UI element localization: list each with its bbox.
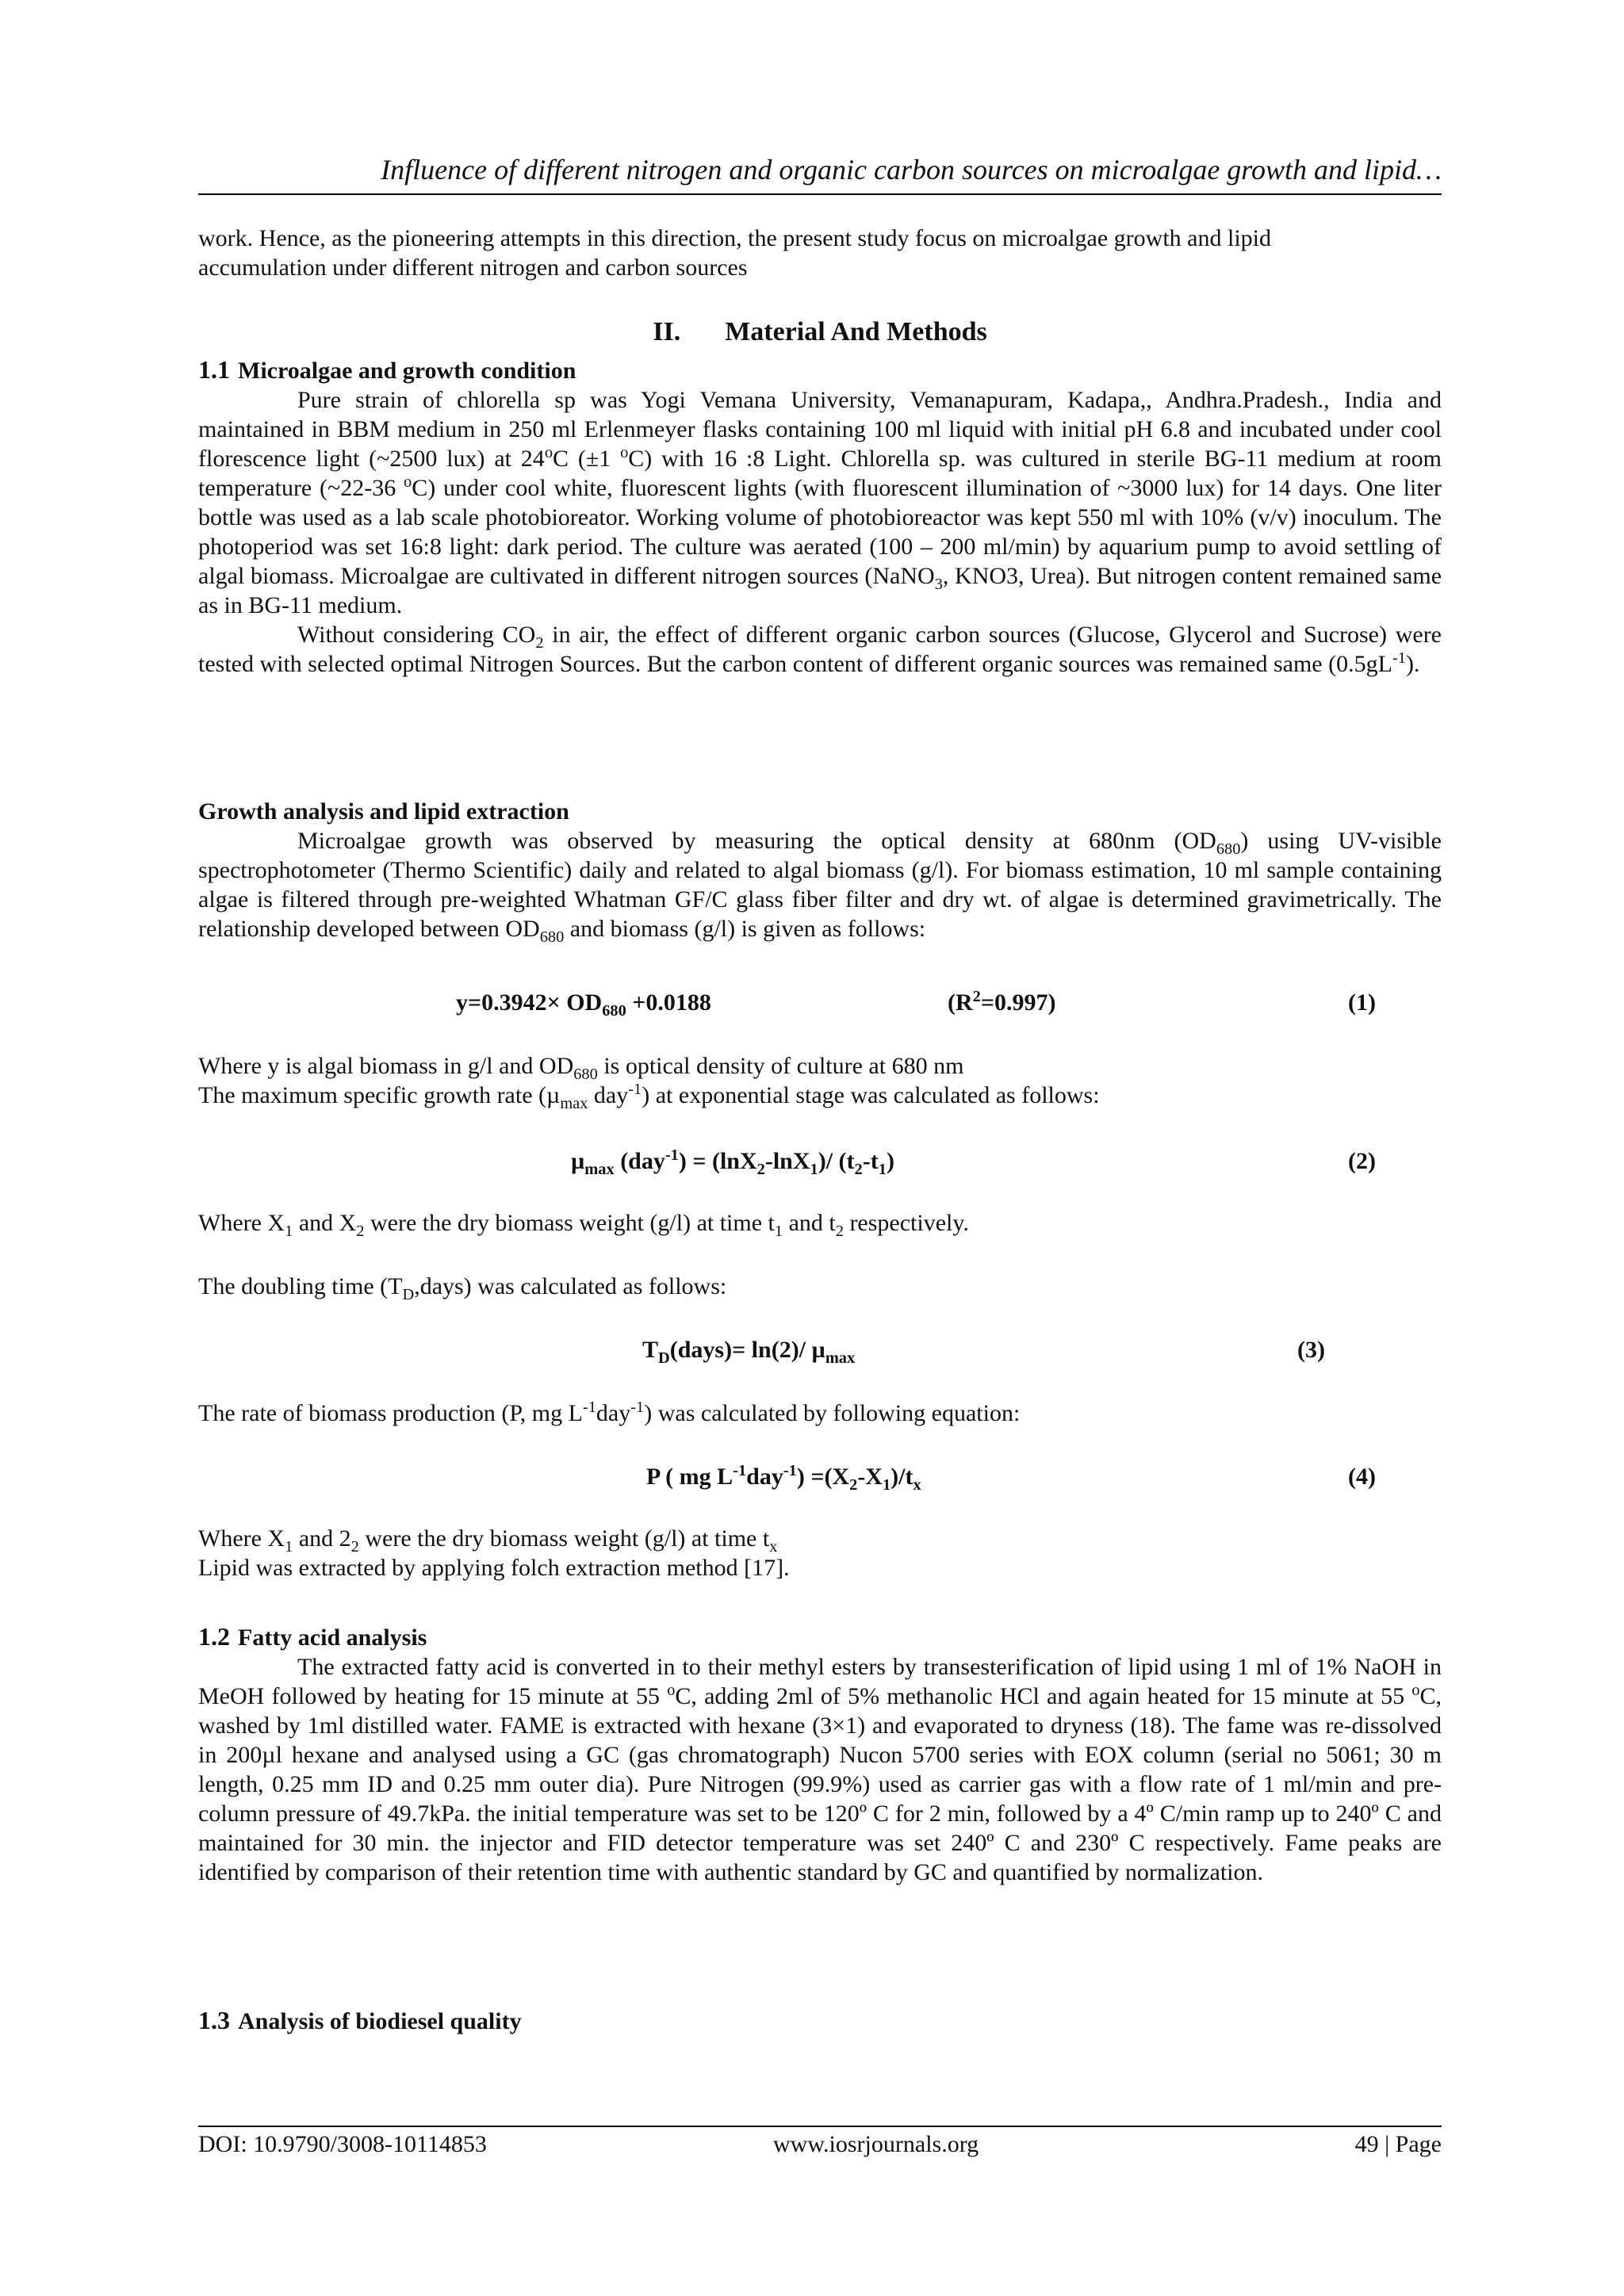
rate-line bbox=[198, 1399, 1442, 1428]
paragraph: The extracted fatty acid is converted in to their methyl esters by transesterification of lipid using 1 ml of 1% NaOH in MeOH followed by heating for 15 minute at 55 $^o$C, adding 2ml of 5% methanolic HCl and again heated for 15 minute at 55 $^o$C, washed by 1ml distilled water. FAME is extracted with hexane (3×1) and evaporated to dryness (18). The fame was re-dissolved in 200µl hexane and analysed using a GC (gas chromatograph) Nucon 5700 series with EOX column (serial no 5061; 30 m length, 0.25 mm ID and 0.25 mm outer dia). Pure Nitrogen (99.9%) used as carrier gas with a flow rate of 1 ml/min and pre-column pressure of 49.7kPa. the initial temperature was set to be 120º C for 2 min, followed by a 4º C/min ramp up to 240º C and maintained for 30 min. the injector and FID detector temperature was set 240º C and 230º C respectively. Fame peaks are identified by comparison of their retention time with authentic standard by GC and quantified by normalization. bbox=[198, 1654, 1442, 1885]
subsection-heading bbox=[198, 355, 1442, 385]
subsection-number: 1.2 bbox=[198, 1622, 230, 1651]
doubling-line bbox=[198, 1272, 1442, 1301]
subsection-heading: Growth analysis and lipid extraction bbox=[198, 798, 569, 825]
text-line: Where y is algal biomass in g/l and $OD_{680}$ is optical density of culture at 680 nm bbox=[198, 1053, 964, 1083]
equation-number: (4) bbox=[1348, 1464, 1376, 1490]
text-line: The maximum specific growth rate (µ$_{max}$ day$^{-1}$) at exponential stage was calculated as follows: bbox=[198, 1081, 1100, 1112]
intro-line: accumulation under different nitrogen and carbon sources bbox=[198, 254, 748, 281]
paragraph: Without considering $CO_2$ in air, the effect of different organic carbon sources (Glucose, Glycerol and Sucrose) were tested with selected optimal Nitrogen Sources. But the carbon content of different organic sources was remained same $(0.5gL^{-1})$. bbox=[198, 622, 1442, 677]
where-lines bbox=[198, 1524, 1442, 1582]
text-line: The rate of biomass production (P, mg $L^{-1}day^{-1}$) was calculated by following equation: bbox=[198, 1399, 1021, 1426]
equation-number: (3) bbox=[1297, 1337, 1325, 1363]
subsection-1-3 bbox=[198, 2006, 1442, 2036]
page-number: 49 | Page bbox=[1354, 2131, 1442, 2157]
subsection-number: 1.1 bbox=[198, 355, 230, 384]
website: www.iosrjournals.org bbox=[773, 2131, 979, 2157]
equation-1: $y=0.3942\times OD_{680} +0.0188$ bbox=[456, 989, 711, 1020]
equation-3: $T_D(days)= \ln(2)/$ µ$_{max}$ bbox=[642, 1337, 856, 1367]
growth-section bbox=[198, 797, 1442, 946]
equation-1-r2: $(R^2=0.997)$ bbox=[948, 988, 1056, 1016]
equation-4: P ( mg $L^{-1}day^{-1}) =(X_2-X_1)/t_x$ bbox=[646, 1462, 921, 1494]
subsection-1-2 bbox=[198, 1622, 1442, 1887]
text-line: The doubling time $(T_D,days)$ was calculated as follows: bbox=[198, 1273, 727, 1303]
subsection-title: Analysis of biodiesel quality bbox=[238, 2008, 522, 2034]
text-line: Where $X_1$ and $2_2$ were the dry biomass weight (g/l) at time $t_x$ bbox=[198, 1525, 778, 1556]
paragraph: Microalgae growth was observed by measuring the optical density at 680nm $(OD_{680})$ using UV-visible spectrophotometer (Thermo Scientific) daily and related to algal biomass (g/l). For biomass estimation, 10 ml sample containing algae is filtered through pre-weighted Whatman GF/C glass fiber filter and dry wt. of algae is determined gravimetrically. The relationship developed between $OD_{680}$ and biomass (g/l) is given as follows: bbox=[198, 828, 1442, 946]
section-heading bbox=[198, 316, 1442, 349]
footer-rule bbox=[198, 2126, 1442, 2127]
subsection-1-1 bbox=[198, 355, 1442, 679]
running-head: Influence of different nitrogen and organic carbon sources on microalgae growth and lipid… bbox=[381, 154, 1442, 186]
section-title: Material And Methods bbox=[725, 317, 987, 346]
equation-2: µ$_{max}$ (day$^{-1}$) = (lnX$_2$-lnX$_1$)/ $(t_2-t_1)$ bbox=[571, 1146, 894, 1178]
intro-paragraph bbox=[198, 224, 1442, 282]
subsection-heading bbox=[198, 2006, 1442, 2036]
doi: DOI: 10.9790/3008-10114853 bbox=[198, 2131, 487, 2157]
subsection-heading bbox=[198, 1622, 1442, 1652]
text-line: Where $X_1$ and $X_2$ were the dry biomass weight (g/l) at time $t_1$ and $t_2$ respectively. bbox=[198, 1210, 969, 1240]
equation-number: (2) bbox=[1348, 1148, 1376, 1174]
subsection-number: 1.3 bbox=[198, 2006, 230, 2034]
equation-number: (1) bbox=[1348, 989, 1376, 1016]
subsection-title: Fatty acid analysis bbox=[238, 1624, 427, 1651]
header-rule bbox=[198, 193, 1442, 195]
section-number: II. bbox=[653, 317, 681, 346]
where-line bbox=[198, 1208, 1442, 1238]
paragraph: Pure strain of chlorella sp was Yogi Vemana University, Vemanapuram, Kadapa,, Andhra.Pradesh., India and maintained in BBM medium in 250 ml Erlenmeyer flasks containing 100 ml liquid with initial pH 6.8 and incubated under cool florescence light (~2500 lux) at 24$^o$C (±1 $^o$C) with 16 :8 Light. Chlorella sp. was cultured in sterile BG-11 medium at room temperature (~22-36 $^o$C) under cool white, fluorescent lights (with fluorescent illumination of ~3000 lux) for 14 days. One liter bottle was used as a lab scale photobioreator. Working volume of photobioreactor was kept 550 ml with 10% (v/v) inoculum. The photoperiod was set 16:8 light: dark period. The culture was aerated (100 – 200 ml/min) by aquarium pump to avoid settling of algal biomass. Microalgae are cultivated in different nitrogen sources (NaNO$_3$, KNO3, Urea). But nitrogen content remained same as in BG-11 medium. bbox=[198, 387, 1442, 618]
subsection-title: Microalgae and growth condition bbox=[238, 358, 576, 384]
intro-line: work. Hence, as the pioneering attempts in this direction, the present study focus on microalgae growth and lipid bbox=[198, 225, 1271, 251]
where-lines bbox=[198, 1051, 1442, 1110]
text-line: Lipid was extracted by applying folch extraction method [17]. bbox=[198, 1555, 790, 1581]
